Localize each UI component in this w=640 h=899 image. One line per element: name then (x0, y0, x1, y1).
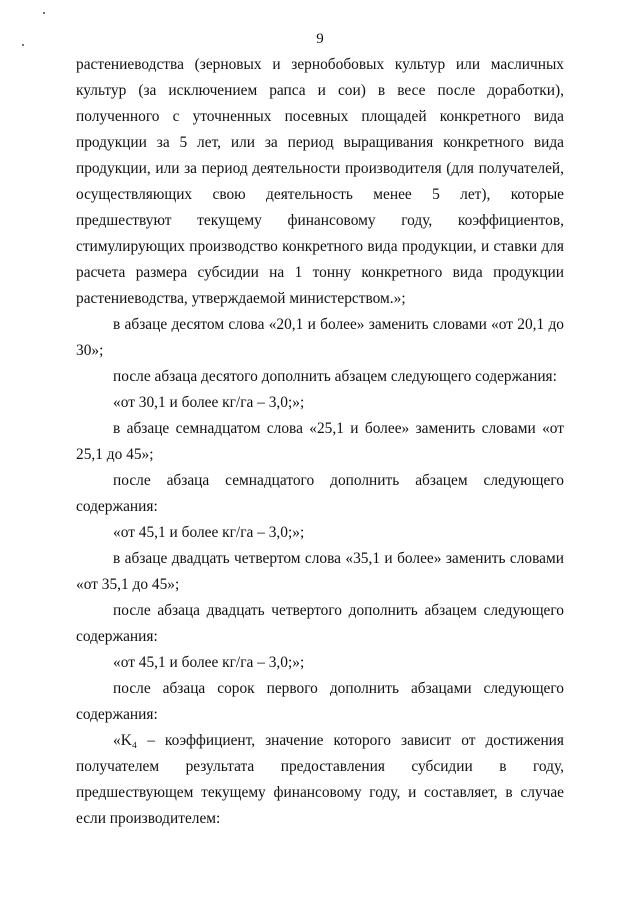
paragraph-quote-45-a: «от 45,1 и более кг/га – 3,0;»; (113, 524, 305, 541)
paragraph-amendment-17: в абзаце семнадцатом слова «25,1 и более» заменить словами «от 25,1 до 45»; (76, 420, 564, 463)
paragraph-amendment-10: в абзаце десятом слова «20,1 и более» заменить словами «от 20,1 до 30»; (76, 316, 564, 359)
scan-speck (43, 12, 45, 14)
paragraph-add-after-17: после абзаца семнадцатого дополнить абзацем следующего содержания: (76, 472, 564, 515)
paragraph-k4-definition: «K₄ – коэффициент, значение которого зависит от достижения получателем результата предоставления субсидии в году, предшествующем текущему финансовому году, и составляет, в случае если производителем: (76, 732, 564, 827)
paragraph-quote-45-b: «от 45,1 и более кг/га – 3,0;»; (113, 654, 305, 671)
page-number: 9 (316, 31, 324, 47)
paragraph-add-after-10: после абзаца десятого дополнить абзацем следующего содержания: (113, 368, 557, 385)
paragraph-amendment-24: в абзаце двадцать четвертом слова «35,1 и более» заменить словами «от 35,1 до 45»; (76, 550, 564, 593)
paragraph-add-after-24: после абзаца двадцать четвертого дополнить абзацем следующего содержания: (76, 602, 564, 645)
paragraph-add-after-41: после абзаца сорок первого дополнить абзацами следующего содержания: (76, 680, 564, 723)
paragraph-quote-30: «от 30,1 и более кг/га – 3,0;»; (113, 394, 305, 411)
paragraph-continuation: растениеводства (зерновых и зернобобовых культур или масличных культур (за исключением рапса и сои) в весе после доработки), полученного с уточненных посевных площадей конкретного вида продукции за 5 лет, или за период выращивания конкретного вида продукции, или за период деятельности производителя (для получателей, осуществляющих свою деятельность менее 5 лет), которые предшествуют текущему финансовому году, коэффициентов, стимулирующих производство конкретного вида продукции, и ставки для расчета размера субсидии на 1 тонну конкретного вида продукции растениеводства, утверждаемой министерством.»; (76, 56, 564, 307)
document-body (76, 52, 564, 832)
